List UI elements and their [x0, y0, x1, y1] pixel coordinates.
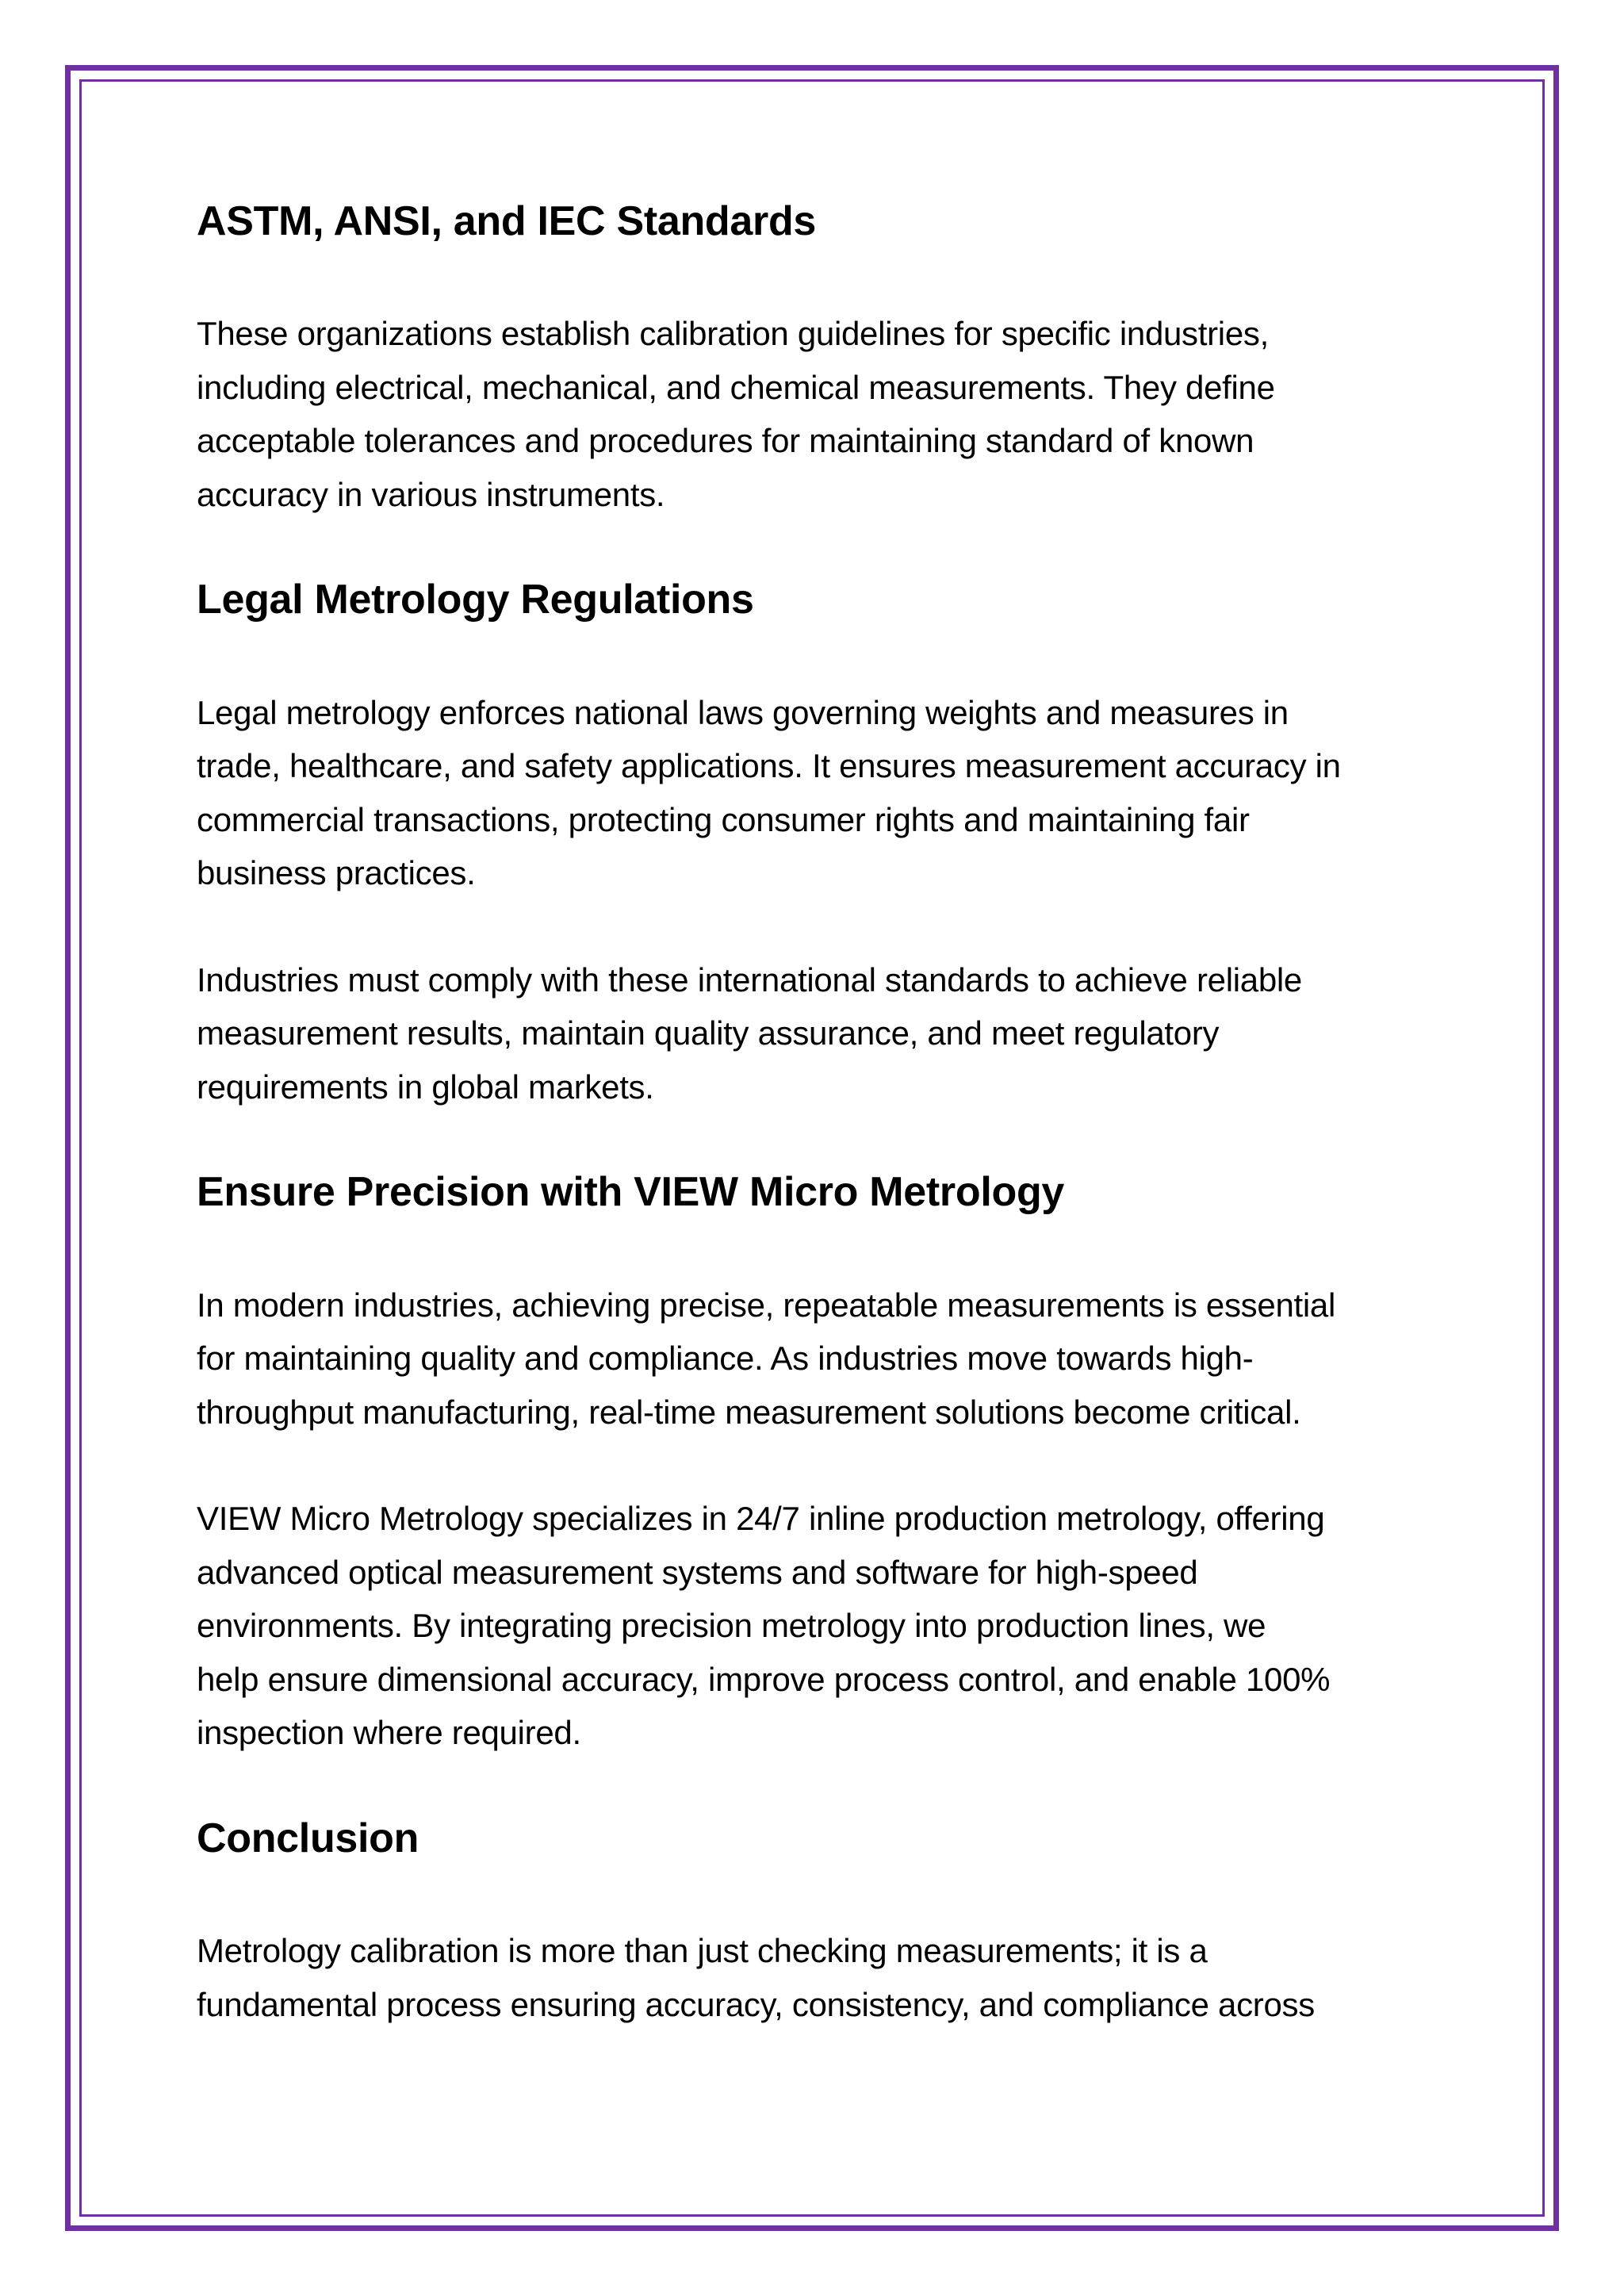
document-body: [197, 197, 1450, 2031]
section-paragraph: VIEW Micro Metrology specializes in 24/7 inline production metrology, offering advanced optical measurement systems and software for high-speed environments. By integrating precision metrology into production lines, we help ensure dimensional accuracy, improve process control, and enable 100% inspection where required.: [197, 1500, 1331, 1752]
section-ensure-precision: [197, 1167, 1450, 1759]
section-conclusion: [197, 1814, 1450, 2031]
section-paragraph: Legal metrology enforces national laws governing weights and measures in trade, healthcare, and safety applications. It ensures measurement accuracy in commercial transactions, protecting consumer rights and maintaining fair business practices.: [197, 693, 1341, 892]
section-paragraph: These organizations establish calibration guidelines for specific industries, including electrical, mechanical, and chemical measurements. They define acceptable tolerances and procedures for maintaining standard of known accuracy in various instruments.: [197, 315, 1275, 513]
section-heading: Conclusion: [197, 1815, 419, 1861]
section-heading: Ensure Precision with VIEW Micro Metrology: [197, 1169, 1065, 1216]
section-paragraph: In modern industries, achieving precise, repeatable measurements is essential for maintaining quality and compliance. As industries move towards high- throughput manufacturing, real-time measurement solutions become critical.: [197, 1286, 1335, 1431]
section-paragraph: Metrology calibration is more than just checking measurements; it is a fundamental process ensuring accuracy, consistency, and compliance across: [197, 1932, 1315, 2023]
section-heading: ASTM, ANSI, and IEC Standards: [197, 198, 817, 244]
section-legal-metrology-regulations: [197, 575, 1450, 1114]
section-astm-ansi-iec-standards: [197, 197, 1450, 521]
section-paragraph: Industries must comply with these international standards to achieve reliable measurement results, maintain quality assurance, and meet regulatory requirements in global markets.: [197, 960, 1302, 1106]
section-heading: Legal Metrology Regulations: [197, 577, 754, 623]
